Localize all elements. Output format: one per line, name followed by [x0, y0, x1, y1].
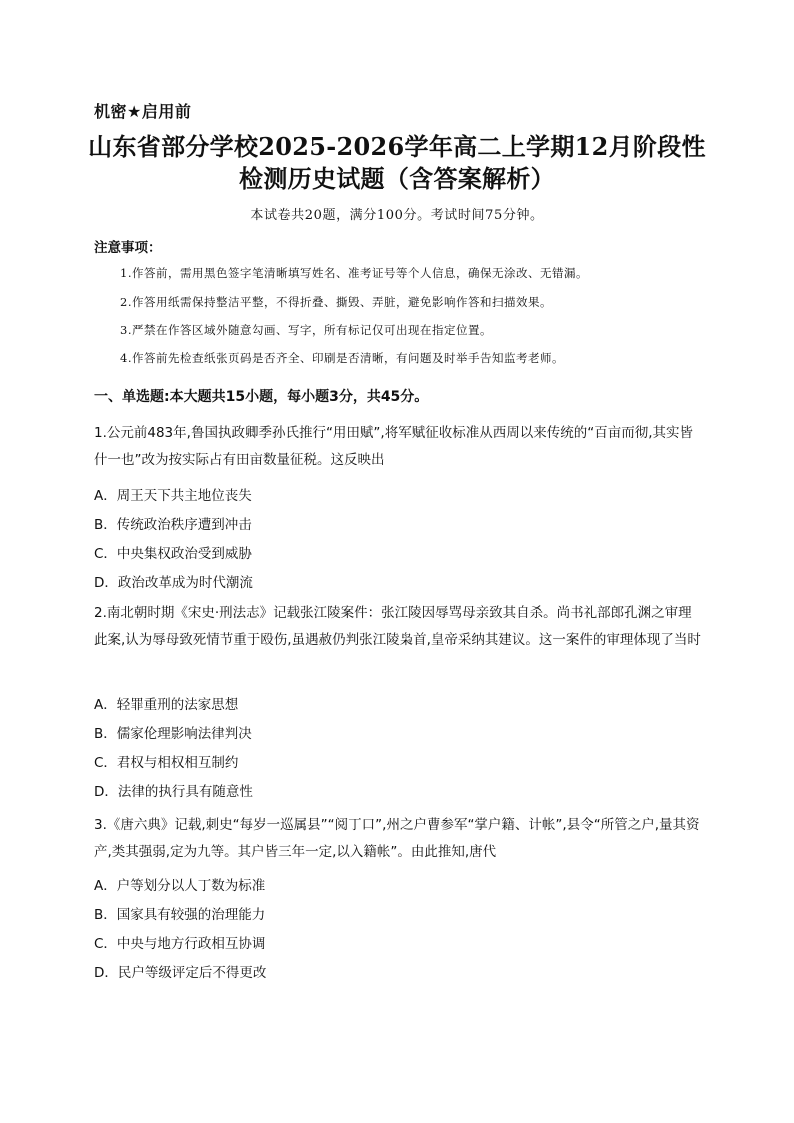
answer-option: B．儒家伦理影响法律判决: [94, 726, 252, 742]
answer-option: C．君权与相权相互制约: [94, 755, 239, 771]
exam-title-line2: 检测历史试题（含答案解析）: [239, 164, 555, 193]
answer-option: D．法律的执行具有随意性: [94, 784, 253, 800]
answer-option: C．中央集权政治受到威胁: [94, 546, 252, 562]
answer-option: C．中央与地方行政相互协调: [94, 936, 266, 952]
notice-item: 3.严禁在作答区域外随意勾画、写字，所有标记仅可出现在指定位置。: [120, 323, 492, 337]
notice-heading: 注意事项：: [94, 240, 162, 256]
exam-info: 本试卷共20题，满分100分。考试时间75分钟。: [250, 208, 544, 223]
confidential-mark: 机密★启用前: [94, 102, 192, 121]
section-heading: 一、单选题:本大题共15小题，每小题3分，共45分。: [94, 389, 429, 405]
answer-option: D．政治改革成为时代潮流: [94, 575, 253, 591]
exam-title-line1: 山东省部分学校2025-2026学年高二上学期12月阶段性: [88, 132, 706, 161]
question-stem: 3.《唐六典》记载,刺史“每岁一巡属县”“阅丁口”,州之户曹参军“掌户籍、计帐”,县令“所管之户,量其资产,类其强弱,定为九等。其户皆三年一定,以入籍帐”。由此推知,唐代: [94, 817, 700, 860]
answer-option: A．周王天下共主地位丧失: [94, 488, 252, 504]
notice-item: 1.作答前，需用黑色签字笔清晰填写姓名、准考证号等个人信息，确保无涂改、无错漏。: [120, 266, 588, 280]
answer-option: D．民户等级评定后不得更改: [94, 965, 267, 981]
answer-option: A．户等划分以人丁数为标准: [94, 878, 266, 894]
question-stem: 1.公元前483年,鲁国执政卿季孙氏推行“用田赋”,将军赋征收标准从西周以来传统的“百亩而彻,其实皆什一也”改为按实际占有田亩数量征税。这反映出: [94, 425, 694, 468]
answer-option: B．传统政治秩序遭到冲击: [94, 517, 252, 533]
notice-item: 2.作答用纸需保持整洁平整，不得折叠、撕毁、弄脏，避免影响作答和扫描效果。: [120, 295, 552, 309]
answer-option: B．国家具有较强的治理能力: [94, 907, 266, 923]
notice-item: 4.作答前先检查纸张页码是否齐全、印刷是否清晰，有问题及时举手告知监考老师。: [120, 351, 564, 365]
question-stem: 2.南北朝时期《宋史·刑法志》记载张江陵案件：张江陵因辱骂母亲致其自杀。尚书礼部郎孔渊之审理此案,认为辱母致死情节重于殴伤,虽遇赦仍判张江陵枭首,皇帝采纳其建议。这一案件的审理体现了当时: [94, 605, 701, 648]
answer-option: A．轻罪重刑的法家思想: [94, 697, 239, 713]
